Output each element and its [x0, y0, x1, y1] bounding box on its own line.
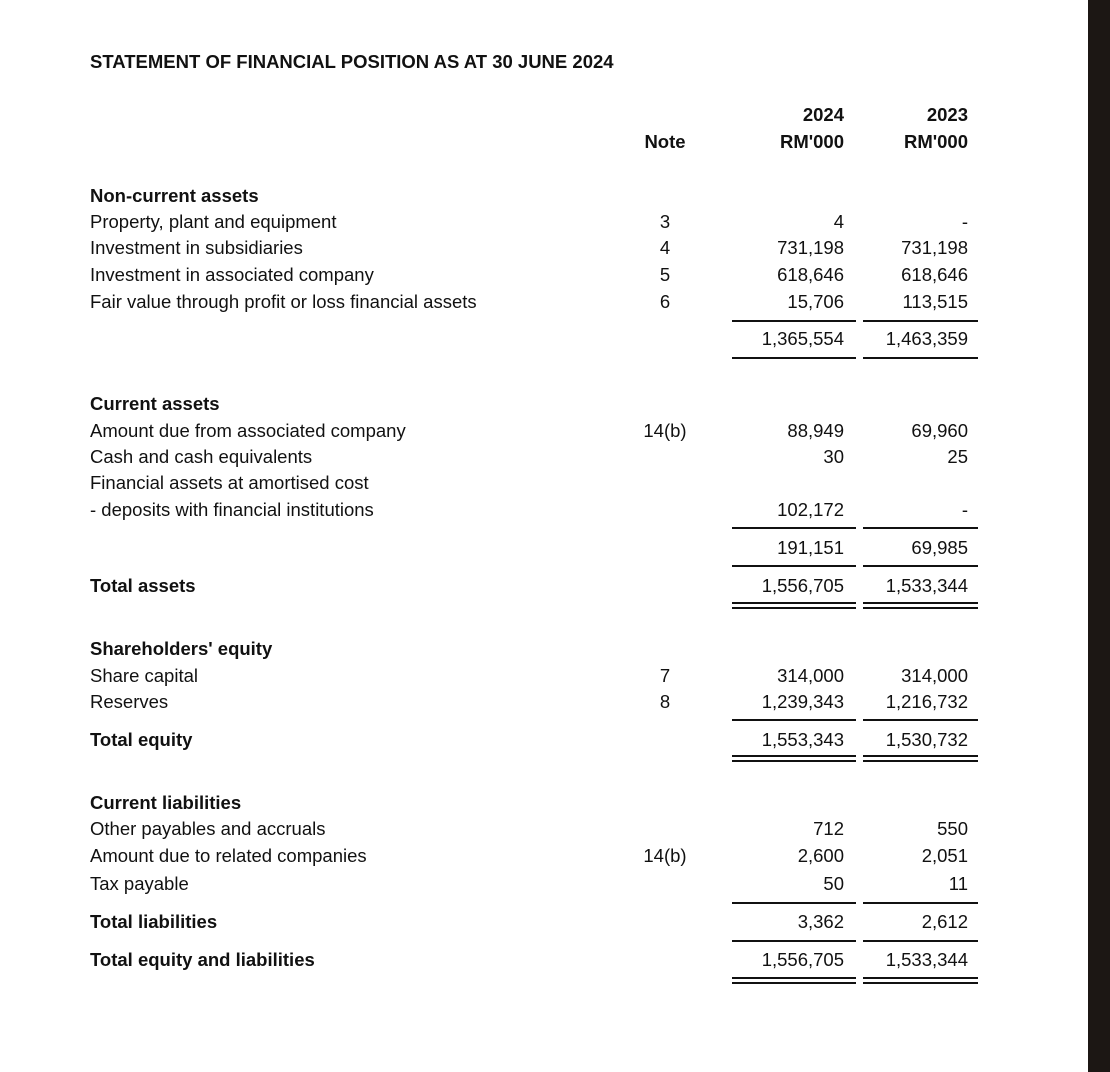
value-2023: 69,960 — [911, 420, 968, 441]
rule-line — [863, 320, 978, 322]
double-rule-line — [732, 755, 856, 762]
value-2024: 1,556,705 — [761, 949, 844, 970]
value-2023: 550 — [937, 818, 968, 839]
row-note: 14(b) — [643, 845, 687, 866]
value-2024: 50 — [823, 873, 844, 894]
value-2023: 1,533,344 — [885, 575, 968, 596]
value-2023: - — [961, 211, 968, 232]
row-label: Total equity and liabilities — [90, 949, 315, 970]
value-2024: 88,949 — [787, 420, 844, 441]
value-2024: 15,706 — [787, 291, 844, 312]
row-label: Total equity — [90, 729, 193, 750]
value-2024: 731,198 — [777, 237, 844, 258]
value-2024: 191,151 — [777, 537, 844, 558]
value-2023: 25 — [947, 446, 968, 467]
rule-line — [732, 940, 856, 942]
value-2024: 1,239,343 — [761, 691, 844, 712]
value-2023: 69,985 — [911, 537, 968, 558]
rule-line — [732, 719, 856, 721]
double-rule-line — [863, 977, 978, 984]
header-year-2024: 2024 — [802, 104, 844, 125]
row-label: Tax payable — [90, 873, 189, 894]
value-2023: 1,530,732 — [885, 729, 968, 750]
value-2023: 1,463,359 — [885, 328, 968, 349]
viewer-edge-bar — [1088, 0, 1110, 1072]
row-note: 3 — [659, 211, 671, 232]
header-note: Note — [644, 131, 686, 152]
section-heading: Shareholders' equity — [90, 638, 273, 659]
row-label: Total liabilities — [90, 911, 218, 932]
rule-line — [863, 565, 978, 567]
value-2024: 30 — [823, 446, 844, 467]
header-unit-2023: RM'000 — [903, 131, 968, 152]
value-2024: 1,365,554 — [761, 328, 844, 349]
row-label: Amount due from associated company — [90, 420, 406, 441]
rule-line — [863, 902, 978, 904]
row-label: Share capital — [90, 665, 198, 686]
value-2024: 712 — [813, 818, 844, 839]
value-2023: 618,646 — [901, 264, 968, 285]
value-2023: 2,612 — [921, 911, 968, 932]
value-2023: 314,000 — [901, 665, 968, 686]
header-year-2023: 2023 — [926, 104, 968, 125]
rule-line — [732, 902, 856, 904]
rule-line — [732, 527, 856, 529]
rule-line — [863, 357, 978, 359]
double-rule-line — [863, 755, 978, 762]
rule-line — [732, 565, 856, 567]
row-note: 5 — [659, 264, 671, 285]
section-heading: Non-current assets — [90, 185, 259, 206]
row-note: 8 — [659, 691, 671, 712]
value-2024: 102,172 — [777, 499, 844, 520]
row-label: Reserves — [90, 691, 169, 712]
row-label: Total assets — [90, 575, 196, 596]
value-2024: 618,646 — [777, 264, 844, 285]
value-2024: 1,556,705 — [761, 575, 844, 596]
row-label: Fair value through profit or loss financial assets — [90, 291, 477, 312]
row-label: Investment in subsidiaries — [90, 237, 303, 258]
rule-line — [732, 357, 856, 359]
rule-line — [732, 320, 856, 322]
double-rule-line — [863, 602, 978, 609]
rule-line — [863, 719, 978, 721]
value-2024: 314,000 — [777, 665, 844, 686]
row-label: Amount due to related companies — [90, 845, 367, 866]
row-note: 4 — [659, 237, 671, 258]
value-2024: 4 — [833, 211, 844, 232]
row-label: Property, plant and equipment — [90, 211, 337, 232]
value-2023: 113,515 — [902, 291, 968, 312]
row-label: Investment in associated company — [90, 264, 374, 285]
row-label: - deposits with financial institutions — [90, 499, 374, 520]
value-2024: 2,600 — [797, 845, 844, 866]
rule-line — [863, 527, 978, 529]
header-unit-2024: RM'000 — [779, 131, 844, 152]
value-2023: 2,051 — [921, 845, 968, 866]
value-2024: 1,553,343 — [761, 729, 844, 750]
rule-line — [863, 940, 978, 942]
value-2023: 731,198 — [901, 237, 968, 258]
value-2023: 11 — [948, 873, 968, 894]
row-note: 7 — [659, 665, 671, 686]
row-note: 6 — [659, 291, 671, 312]
value-2023: 1,533,344 — [885, 949, 968, 970]
row-note: 14(b) — [643, 420, 687, 441]
double-rule-line — [732, 602, 856, 609]
value-2023: 1,216,732 — [885, 691, 968, 712]
row-label: Financial assets at amortised cost — [90, 472, 369, 493]
row-label: Cash and cash equivalents — [90, 446, 313, 467]
double-rule-line — [732, 977, 856, 984]
statement-title: STATEMENT OF FINANCIAL POSITION AS AT 30 JUNE 2024 — [90, 51, 614, 72]
value-2023: - — [961, 499, 968, 520]
value-2024: 3,362 — [797, 911, 844, 932]
row-label: Other payables and accruals — [90, 818, 326, 839]
section-heading: Current liabilities — [90, 792, 242, 813]
section-heading: Current assets — [90, 393, 220, 414]
